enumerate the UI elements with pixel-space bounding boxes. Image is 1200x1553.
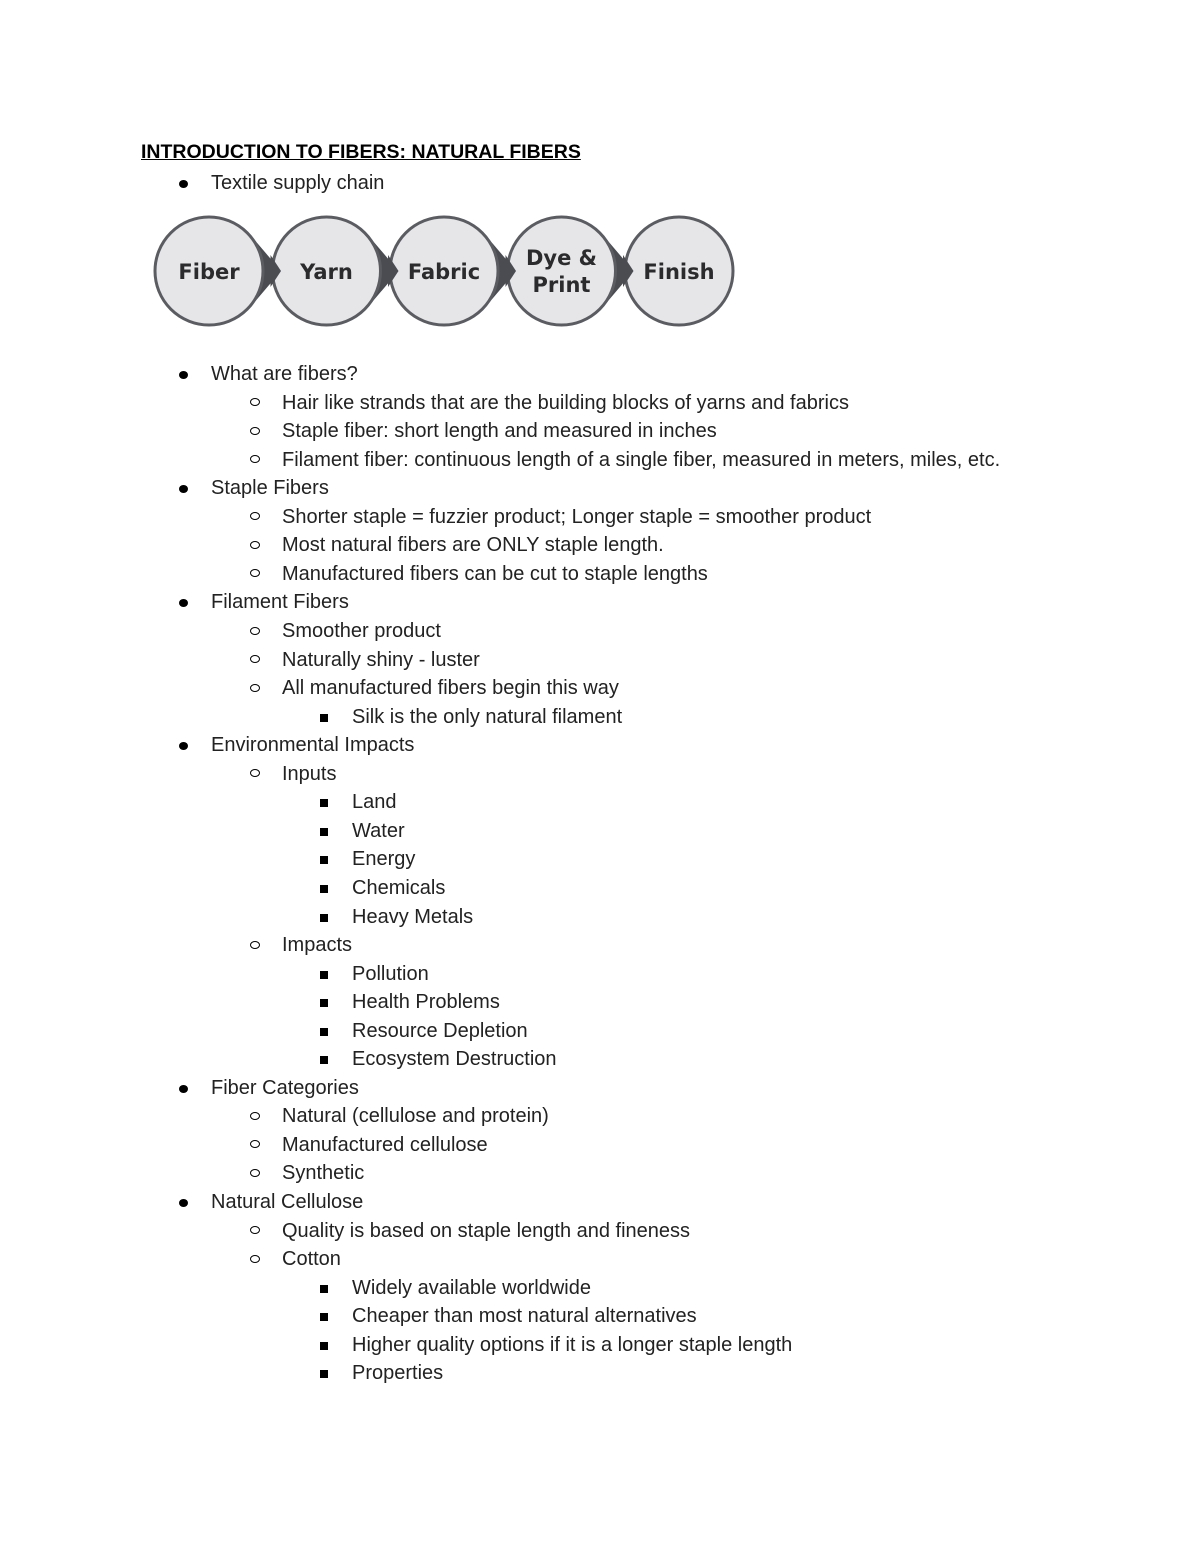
outline-item-text: Impacts (282, 934, 353, 956)
bullet-square-icon (320, 914, 328, 922)
outline-item-text: Environmental Impacts (211, 734, 415, 757)
bullet-square-icon (320, 856, 328, 864)
bullet-square-icon (320, 999, 328, 1007)
outline-item-text: Cotton (282, 1248, 341, 1271)
outline-item-text: Natural Cellulose (211, 1191, 364, 1213)
supply-chain-diagram (150, 212, 740, 332)
outline-item-text: Natural (cellulose and protein) (282, 1105, 549, 1128)
outline-item-text: Manufactured cellulose (282, 1133, 488, 1156)
bullet-circle-icon (250, 684, 260, 692)
chain-step-label: Dye & (526, 246, 597, 270)
supply-chain-svg (150, 212, 740, 332)
bullet-circle-icon (250, 541, 260, 549)
outline-item-text: Water (352, 819, 405, 842)
bullet-dot-icon (179, 371, 188, 379)
bullet-circle-icon (250, 1169, 260, 1177)
outline-item-text: Higher quality options if it is a longer staple length (352, 1333, 793, 1356)
chain-step-label: Fiber (178, 260, 240, 284)
outline-item-text: Quality is based on staple length and fineness (282, 1219, 691, 1242)
bullet-square-icon (320, 885, 328, 893)
chain-step-circle (508, 217, 616, 325)
outline-item-text: Silk is the only natural filament (352, 705, 623, 728)
chain-step-label: Print (532, 273, 591, 297)
bullet-square-icon (320, 714, 328, 722)
bullet-circle-icon (250, 655, 260, 663)
bullet-circle-icon (250, 1255, 260, 1263)
bullet-circle-icon (250, 941, 260, 949)
outline-item-text: All manufactured fibers begin this way (282, 677, 619, 699)
outline-item-text: Shorter staple = fuzzier product; Longer staple = smoother product (282, 505, 872, 528)
outline-item-text: Staple fiber: short length and measured in inches (282, 420, 717, 443)
bullet-dot-icon (179, 599, 188, 607)
chain-step-label: Finish (643, 260, 715, 284)
outline-item-text: Resource Depletion (352, 1019, 528, 1042)
bullet-dot-icon (179, 180, 188, 188)
outline-item-text: Properties (352, 1362, 444, 1385)
bullet-square-icon (320, 1370, 328, 1378)
bullet-circle-icon (250, 1140, 260, 1148)
bullet-circle-icon (250, 455, 260, 463)
bullet-square-icon (320, 828, 328, 836)
chain-step-label: Yarn (300, 260, 353, 284)
bullet-square-icon (320, 1285, 328, 1293)
outline-item-text: What are fibers? (211, 363, 358, 385)
outline-item-text: Energy (352, 848, 416, 871)
bullet-square-icon (320, 1313, 328, 1321)
bullet-dot-icon (179, 1199, 188, 1207)
chain-step-label: Fabric (407, 260, 481, 284)
outline-item-text: Chemicals (352, 876, 446, 899)
outline-item-text: Health Problems (352, 991, 500, 1014)
bullet-circle-icon (250, 1226, 260, 1234)
bullet-dot-icon (179, 485, 188, 493)
outline-item-text: Manufactured fibers can be cut to staple lengths (282, 562, 708, 585)
outline-item-text: Inputs (282, 762, 337, 785)
outline-item-text: Widely available worldwide (352, 1276, 591, 1299)
bullet-circle-icon (250, 427, 260, 435)
bullet-circle-icon (250, 398, 260, 406)
bullet-circle-icon (250, 1112, 260, 1120)
bullet-square-icon (320, 971, 328, 979)
outline-item-text: Synthetic (282, 1162, 365, 1185)
page-title: INTRODUCTION TO FIBERS: NATURAL FIBERS (141, 141, 581, 163)
outline-item-text: Fiber Categories (211, 1076, 359, 1099)
outline-item-text: Smoother product (282, 620, 441, 642)
bullet-dot-icon (179, 742, 188, 750)
outline-item-text: Heavy Metals (352, 905, 474, 928)
bullet-dot-icon (179, 1085, 188, 1093)
bullet-square-icon (320, 1342, 328, 1350)
outline-item-text: Cheaper than most natural alternatives (352, 1305, 697, 1328)
bullet-square-icon (320, 799, 328, 807)
outline-item-text: Hair like strands that are the building blocks of yarns and fabrics (282, 391, 849, 414)
bullet-circle-icon (250, 769, 260, 777)
bullet-circle-icon (250, 569, 260, 577)
bullet-circle-icon (250, 512, 260, 520)
outline-item-text: Naturally shiny - luster (282, 648, 480, 671)
outline-item-text: Staple Fibers (211, 477, 329, 500)
outline-item-text: Textile supply chain (211, 172, 385, 194)
outline-item-text: Filament fiber: continuous length of a single fiber, measured in meters, miles, etc. (282, 448, 1001, 471)
outline-item-text: Land (352, 791, 397, 814)
bullet-square-icon (320, 1056, 328, 1064)
outline-item-text: Ecosystem Destruction (352, 1048, 557, 1071)
outline-item-text: Pollution (352, 962, 429, 985)
bullet-circle-icon (250, 627, 260, 635)
outline-item-text: Filament Fibers (211, 591, 349, 614)
bullet-square-icon (320, 1028, 328, 1036)
outline-item-text: Most natural fibers are ONLY staple length. (282, 534, 664, 557)
